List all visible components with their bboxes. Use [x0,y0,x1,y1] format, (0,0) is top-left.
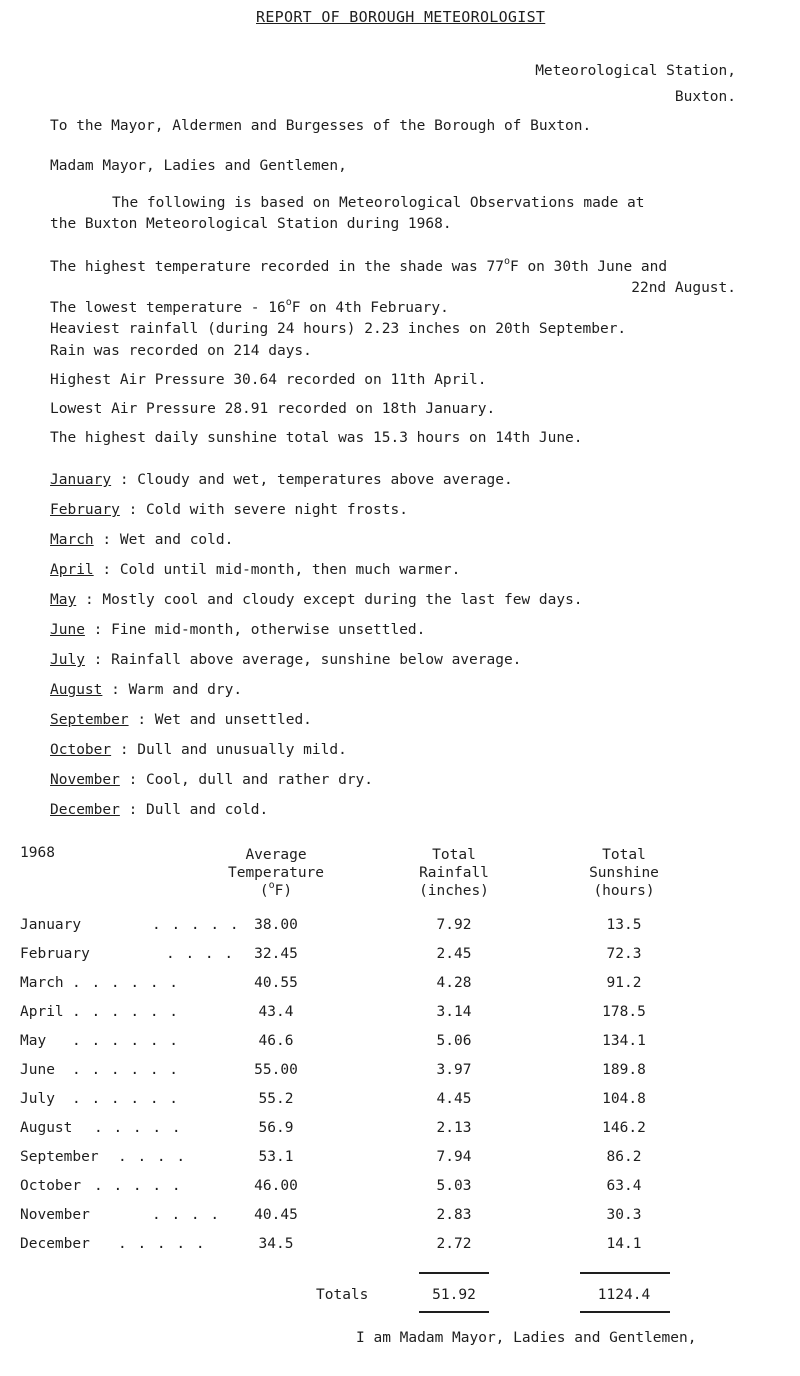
header-total-rainfall [404,846,504,900]
highest-temperature [50,256,668,275]
row-month: January [20,917,82,933]
salutation: Madam Mayor, Ladies and Gentlemen, [50,158,347,174]
header-line: Sunshine [589,865,659,881]
row-month: November [20,1207,90,1223]
table-row [0,917,800,945]
row-leader-dots: . . . . . . [72,1091,180,1107]
month-name: March [50,532,94,548]
totals-row [0,1287,800,1315]
table-row [0,1033,800,1061]
header-total-sunshine [574,846,674,900]
month-name: August [50,682,103,698]
row-leader-dots: . . . . . . [72,975,180,991]
degree-symbol: o [268,880,275,891]
station-address [535,58,736,110]
header-line: Temperature [227,865,325,881]
heaviest-rainfall: Heaviest rainfall (during 24 hours) 2.23 inches on 20th September. [50,321,627,337]
row-month: July [20,1091,55,1107]
row-month: February [20,946,90,962]
station-line-2: Buxton. [674,89,736,105]
month-note-text: : Cold with severe night frosts. [128,502,408,518]
degree-symbol: o [503,256,510,267]
totals-rule-bottom-rainfall [419,1311,489,1313]
row-rainfall: 5.03 [436,1178,472,1194]
row-rainfall: 4.28 [436,975,472,991]
row-leader-dots: . . . . . . [72,1062,180,1078]
row-rainfall: 2.13 [436,1120,472,1136]
month-name: June [50,622,85,638]
month-note [50,532,233,548]
row-temperature: 32.45 [254,946,298,962]
row-rainfall: 7.92 [436,917,472,933]
month-note-text: : Dull and cold. [128,802,269,818]
month-note [50,742,347,758]
month-note [50,472,513,488]
highest-sunshine: The highest daily sunshine total was 15.3 hours on 14th June. [50,430,583,446]
row-month: December [20,1236,90,1252]
header-line: (hours) [593,883,655,899]
row-temperature: 46.00 [254,1178,298,1194]
month-note-text: : Cold until mid-month, then much warmer. [102,562,461,578]
row-month: September [20,1149,99,1165]
row-month: May [20,1033,47,1049]
table-row [0,1062,800,1090]
month-note-text: : Cloudy and wet, temperatures above average. [119,472,513,488]
month-name: May [50,592,77,608]
header-unit-close: F) [274,883,293,899]
header-line: Total [602,847,646,863]
address-line: To the Mayor, Aldermen and Burgesses of the Borough of Buxton. [50,118,592,134]
highest-temperature-date-2: 22nd August. [631,280,736,296]
row-temperature: 38.00 [254,917,298,933]
row-leader-dots: . . . . . [152,917,240,933]
row-sunshine: 14.1 [606,1236,642,1252]
row-sunshine: 63.4 [606,1178,642,1194]
header-line: (inches) [419,883,489,899]
header-line: Total [432,847,476,863]
totals-rule-top-sunshine [580,1272,670,1274]
row-rainfall: 5.06 [436,1033,472,1049]
row-temperature: 43.4 [258,1004,294,1020]
row-temperature: 55.00 [254,1062,298,1078]
lowest-pressure: Lowest Air Pressure 28.91 recorded on 18th January. [50,401,496,417]
table-row [0,946,800,974]
row-temperature: 56.9 [258,1120,294,1136]
row-month: April [20,1004,64,1020]
table-row [0,1004,800,1032]
row-month: June [20,1062,55,1078]
month-name: November [50,772,120,788]
table-row [0,975,800,1003]
intro-line-1: The following is based on Meteorological Observations made at [112,195,645,211]
month-note-text: : Wet and cold. [102,532,234,548]
header-line: Average [245,847,307,863]
row-sunshine: 91.2 [606,975,642,991]
row-rainfall: 2.45 [436,946,472,962]
month-note-text: : Dull and unusually mild. [119,742,347,758]
row-temperature: 53.1 [258,1149,294,1165]
month-name: July [50,652,85,668]
row-leader-dots: . . . . . . [72,1004,180,1020]
month-note-text: : Mostly cool and cloudy except during the last few days. [84,592,583,608]
row-rainfall: 2.72 [436,1236,472,1252]
table-row [0,1091,800,1119]
month-name: January [50,472,112,488]
report-title: REPORT OF BOROUGH METEOROLOGIST [256,8,546,26]
header-line: Rainfall [419,865,489,881]
table-row [0,1149,800,1177]
total-rainfall: 51.92 [432,1287,476,1303]
row-leader-dots: . . . . [152,1207,221,1223]
row-sunshine: 86.2 [606,1149,642,1165]
row-leader-dots: . . . . [118,1149,187,1165]
row-temperature: 40.45 [254,1207,298,1223]
row-sunshine: 178.5 [602,1004,646,1020]
rain-days: Rain was recorded on 214 days. [50,343,312,359]
table-year: 1968 [20,845,55,861]
month-name: October [50,742,112,758]
row-temperature: 34.5 [258,1236,294,1252]
lowest-temperature [50,297,449,316]
row-month: October [20,1178,82,1194]
row-rainfall: 4.45 [436,1091,472,1107]
lowest-temperature-text-2: F on 4th February. [291,300,449,316]
table-row [0,1178,800,1206]
degree-symbol: o [285,297,292,308]
month-name: February [50,502,120,518]
row-temperature: 55.2 [258,1091,294,1107]
highest-temperature-text-2: F on 30th June and [509,259,668,275]
month-note-text: : Fine mid-month, otherwise unsettled. [93,622,426,638]
month-name: April [50,562,94,578]
table-row [0,1120,800,1148]
row-sunshine: 13.5 [606,917,642,933]
row-rainfall: 7.94 [436,1149,472,1165]
closing-line-1: I am Madam Mayor, Ladies and Gentlemen, [356,1330,697,1346]
highest-pressure: Highest Air Pressure 30.64 recorded on 11th April. [50,372,487,388]
table-row [0,1236,800,1264]
row-leader-dots: . . . . . . [72,1033,180,1049]
header-line [226,882,326,902]
table-row [0,1207,800,1235]
row-sunshine: 134.1 [602,1033,646,1049]
row-temperature: 46.6 [258,1033,294,1049]
month-name: September [50,712,129,728]
totals-rule-bottom-sunshine [580,1311,670,1313]
month-note [50,772,373,788]
month-name: December [50,802,120,818]
month-note [50,712,312,728]
month-note-text: : Warm and dry. [111,682,243,698]
total-sunshine: 1124.4 [597,1287,651,1303]
row-leader-dots: . . . . . [118,1236,206,1252]
row-sunshine: 104.8 [602,1091,646,1107]
row-rainfall: 3.97 [436,1062,472,1078]
month-note [50,682,242,698]
month-note [50,562,460,578]
row-sunshine: 146.2 [602,1120,646,1136]
intro-line-2: the Buxton Meteorological Station during 1968. [50,216,452,232]
row-temperature: 40.55 [254,975,298,991]
row-leader-dots: . . . . . [94,1120,182,1136]
row-sunshine: 72.3 [606,946,642,962]
month-note [50,802,268,818]
row-month: August [20,1120,73,1136]
month-note [50,622,425,638]
header-unit-open: ( [259,883,269,899]
row-rainfall: 2.83 [436,1207,472,1223]
highest-temperature-text: The highest temperature recorded in the shade was 77 [50,259,504,275]
station-line-1: Meteorological Station, [535,63,736,79]
row-sunshine: 189.8 [602,1062,646,1078]
month-note [50,652,521,668]
month-note-text: : Rainfall above average, sunshine below average. [93,652,522,668]
row-rainfall: 3.14 [436,1004,472,1020]
row-leader-dots: . . . . [166,946,235,962]
row-sunshine: 30.3 [606,1207,642,1223]
month-note [50,502,408,518]
lowest-temperature-text: The lowest temperature - 16 [50,300,286,316]
totals-rule-top-rainfall [419,1272,489,1274]
month-note [50,592,583,608]
month-note-text: : Cool, dull and rather dry. [128,772,374,788]
row-leader-dots: . . . . . [94,1178,182,1194]
header-average-temperature [226,846,326,902]
totals-label: Totals [316,1287,369,1303]
row-month: March [20,975,64,991]
month-note-text: : Wet and unsettled. [137,712,312,728]
